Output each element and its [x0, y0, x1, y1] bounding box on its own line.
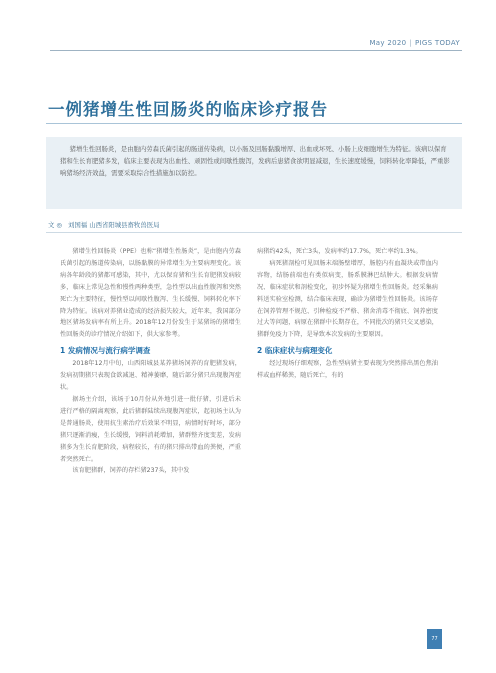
author-rule	[46, 232, 462, 233]
section1-paragraph-3: 该育肥猪群，饲养的存栏猪237头，其中发	[72, 467, 190, 475]
section1-paragraph-1: 2018年12月中旬，山西阳城县某养猪场饲养的育肥猪发病，发病初期猪只表现食欲减退、精神萎靡，随后部分猪只出现腹泻症状。	[60, 360, 241, 392]
section-heading-1: 1 发病情况与流行病学调查	[60, 346, 151, 356]
continued-paragraph: 病猪约42头，死亡3头，发病率约17.7%，死亡率约1.3%。	[257, 248, 422, 255]
author-line	[48, 220, 160, 229]
header-separator: |	[409, 39, 413, 47]
section2-paragraph-1: 经过现场仔细观察，急性型病猪主要表现为突然排出黑色焦油样或血样稀粪，随后死亡，有的	[257, 360, 438, 380]
section-heading-2: 2 临床症状与病理变化	[257, 346, 333, 356]
intro-paragraph: 猪增生性回肠炎（PPE）也称“猪增生性肠炎”，是由胞内劳森氏菌引起的肠道传染病，以肠黏膜的异常增生为主要病理变化。该病各年龄段的猪都可感染，其中，尤以保育猪和生长育肥猪发病较多，临床上常见急性和慢性两种类型，急性型以出血性腹泻和突然死亡为主要特征，慢性型以间歇性腹泻、生长缓慢、饲料转化率下降为特征。该病对养猪业造成的经济损失较大，近年来，我国部分地区猪场发病率有所上升。2018年12月份发生于某猪场的猪增生性回肠炎的诊疗情况介绍如下，供大家参考。	[60, 248, 241, 339]
page-number: 77	[427, 629, 442, 649]
issue-date: May 2020	[369, 39, 407, 47]
section1-paragraph-2: 据场主介绍，该场于10月份从外地引进一批仔猪，引进后未进行严格的隔离观察，此后猪群陆续出现腹泻症状，起初场主认为是普通肠炎，使用抗生素治疗后效果不明显，病情时好时坏，部分猪只逐渐消瘦，生长缓慢，饲料消耗增加，猪群整齐度变差，发病猪多为生长育肥阶段，病程较长，有的猪只排出带血的粪便，严重者突然死亡。	[60, 395, 241, 463]
journal-name: PIGS TODAY	[415, 39, 460, 47]
abstract-box: 猪增生性回肠炎，是由胞内劳森氏菌引起的肠道传染病，以小肠及回肠黏膜增厚、出血或坏死、小肠上皮细胞增生为特征。该病以保育猪和生长育肥猪多发，临床主要表现为出血性、顽固性或间歇性腹泻，发病后患猪食欲明显减退，生长速度缓慢，饲料转化率降低，严重影响猪场经济效益，需要采取综合性措施加以防控。	[46, 137, 462, 209]
title-rule	[46, 123, 462, 124]
diagnosis-paragraph: 病死猪剖检可见回肠末端肠壁增厚，肠腔内有血凝块或带血内容物，结肠前端也有类似病变，肠系膜淋巴结肿大。根据发病情况、临床症状和剖检变化，初步怀疑为猪增生性回肠炎。经采集病料送实验室检测，结合临床表现，确诊为猪增生性回肠炎。该场存在饲养管理不规范、引种检疫不严格、猪舍消毒不彻底、饲养密度过大等问题，病原在猪群中长期存在，不同批次的猪只交叉感染，猪群免疫力下降，是导致本次发病的主要原因。	[257, 259, 438, 339]
header-rule	[50, 50, 462, 51]
article-title: 一例猪增生性回肠炎的临床诊疗报告	[48, 100, 328, 119]
author-name: 刘国福 山西省阳城县畜牧兽医局	[68, 221, 160, 229]
journal-header	[369, 39, 460, 47]
author-label: 文 ◎	[48, 221, 62, 229]
left-column	[60, 246, 241, 477]
right-column	[257, 246, 438, 382]
